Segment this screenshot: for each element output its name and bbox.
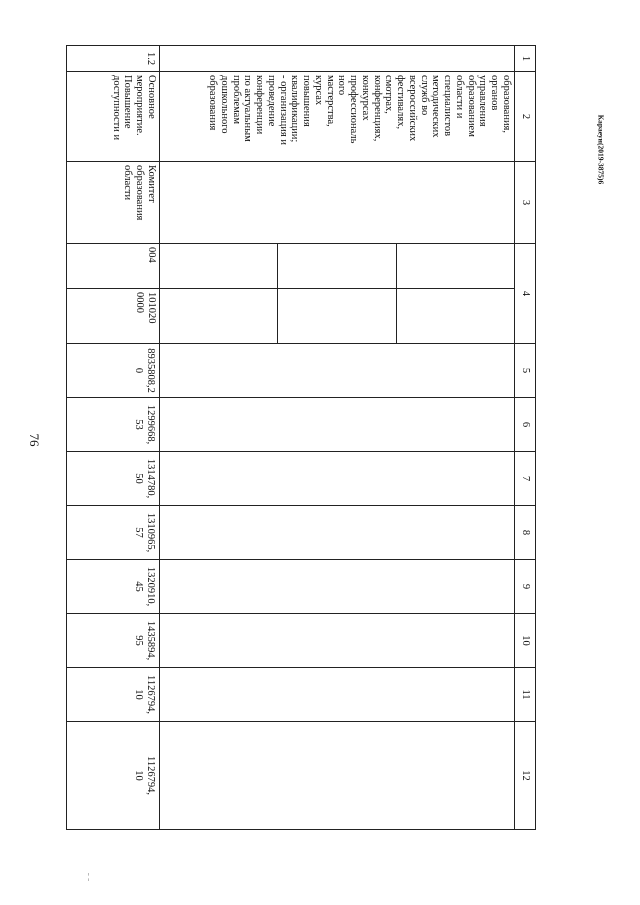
value-cell: 1126794, 10 [67, 722, 160, 830]
value-cell: 1310965, 57 [67, 506, 160, 560]
executor-cell: Комитет образования области [67, 162, 160, 244]
column-number: 5 [515, 344, 536, 398]
column-number: 8 [515, 506, 536, 560]
column-number: 4 [515, 244, 536, 344]
column-number-row [515, 46, 536, 830]
value-cell: 1126794, 10 [67, 668, 160, 722]
column-number: 10 [515, 614, 536, 668]
table-frame [66, 45, 536, 829]
table-row [160, 46, 515, 830]
rotated-table-container [66, 45, 536, 829]
value-cell: 1314780, 50 [67, 452, 160, 506]
budget-table [66, 45, 536, 830]
page-number: 76 [27, 433, 42, 447]
column-number: 6 [515, 398, 536, 452]
executor-cell [160, 162, 515, 244]
row-number-cell: 1.2 [67, 46, 160, 72]
value-cell [160, 506, 515, 560]
value-cell: 8935808,2 0 [67, 344, 160, 398]
corner-mark: ¦ [88, 872, 90, 881]
column-number: 12 [515, 722, 536, 830]
code-b-subgrid [160, 289, 514, 343]
code-a-cell: 004 [67, 244, 160, 289]
column-number: 2 [515, 72, 536, 162]
value-cell [160, 614, 515, 668]
code-a-cell [160, 244, 515, 289]
column-number: 7 [515, 452, 536, 506]
table-row [67, 46, 160, 830]
value-cell [160, 452, 515, 506]
column-number: 1 [515, 46, 536, 72]
code-b-cell [160, 289, 515, 344]
value-cell: 1435894, 95 [67, 614, 160, 668]
event-description-cell: Основное мероприятие. Повышение доступности и [67, 72, 160, 162]
value-cell [160, 344, 515, 398]
code-a-subgrid [160, 244, 514, 288]
value-cell [160, 668, 515, 722]
column-number: 9 [515, 560, 536, 614]
value-cell [160, 398, 515, 452]
document-reference: Караеун(2019-3875)6 [596, 114, 606, 185]
value-cell: 1299668, 53 [67, 398, 160, 452]
event-description-cell: образования, органов управления образованием области и специалистов методических служб во всероссийских фестивалях, смотрах, конференциях, конкурсах профессиональ ного мастерства, курсах повышения квалификации; - организация и проведение конференции по актуальным проблемам дошкольного образования [160, 72, 515, 162]
column-number: 11 [515, 668, 536, 722]
row-number-cell [160, 46, 515, 72]
value-cell [160, 722, 515, 830]
value-cell: 1320910, 45 [67, 560, 160, 614]
code-b-cell: 101020 0000 [67, 289, 160, 344]
value-cell [160, 560, 515, 614]
column-number: 3 [515, 162, 536, 244]
